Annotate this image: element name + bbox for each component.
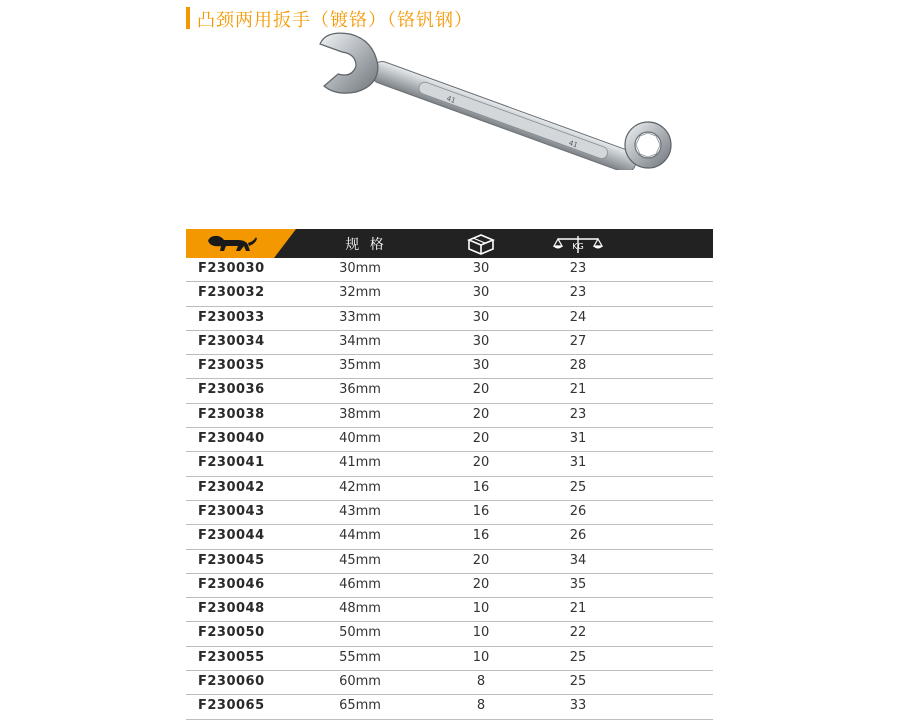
cell-code: F230038 <box>198 406 265 422</box>
cell-size: 35mm <box>339 358 381 374</box>
cell-weight: 21 <box>569 601 587 617</box>
cell-size: 41mm <box>339 455 381 471</box>
table-row <box>186 525 713 549</box>
cell-code: F230044 <box>198 528 265 544</box>
cell-weight: 27 <box>569 333 587 349</box>
cell-size: 40mm <box>339 431 381 447</box>
table-row <box>186 307 713 331</box>
table-header <box>186 229 713 258</box>
cell-qty: 30 <box>472 309 490 325</box>
cell-code: F230065 <box>198 698 265 714</box>
cell-qty: 20 <box>472 382 490 398</box>
cell-qty: 20 <box>472 455 490 471</box>
table-row <box>186 452 713 476</box>
cell-code: F230060 <box>198 674 265 690</box>
cell-weight: 23 <box>569 261 587 276</box>
cell-size: 36mm <box>339 382 381 398</box>
column-header-weight <box>552 229 604 258</box>
table-row <box>186 574 713 598</box>
table-row <box>186 550 713 574</box>
cell-qty: 30 <box>472 333 490 349</box>
cell-size: 50mm <box>339 625 381 641</box>
table-row <box>186 477 713 501</box>
cell-qty: 16 <box>472 479 490 495</box>
cell-weight: 24 <box>569 309 587 325</box>
cell-code: F230046 <box>198 576 265 592</box>
header-logo-badge <box>186 229 296 258</box>
cell-code: F230030 <box>198 261 265 276</box>
cell-qty: 16 <box>472 528 490 544</box>
cell-qty: 20 <box>472 576 490 592</box>
cell-qty: 10 <box>472 601 490 617</box>
cell-weight: 23 <box>569 285 587 301</box>
cell-code: F230050 <box>198 625 265 641</box>
cell-size: 45mm <box>339 552 381 568</box>
cell-qty: 30 <box>472 285 490 301</box>
cell-size: 30mm <box>339 261 381 276</box>
cell-size: 55mm <box>339 649 381 665</box>
table-row <box>186 428 713 452</box>
table-row <box>186 598 713 622</box>
title-accent-bar <box>186 7 190 29</box>
wrench-stamp-a: 41 <box>445 94 457 106</box>
cell-weight: 33 <box>569 698 587 714</box>
cell-code: F230043 <box>198 503 265 519</box>
cell-size: 34mm <box>339 333 381 349</box>
cell-weight: 35 <box>569 576 587 592</box>
cell-code: F230033 <box>198 309 265 325</box>
cell-weight: 25 <box>569 649 587 665</box>
cell-size: 65mm <box>339 698 381 714</box>
cell-qty: 30 <box>472 358 490 374</box>
cell-code: F230032 <box>198 285 265 301</box>
cell-qty: 10 <box>472 625 490 641</box>
wrench-stamp-b: 41 <box>567 139 579 150</box>
page-title: 凸颈两用扳手（镀铬）（铬钒钢） <box>197 10 473 31</box>
cell-qty: 20 <box>472 552 490 568</box>
column-header-box <box>464 229 498 258</box>
cell-size: 46mm <box>339 576 381 592</box>
table-row <box>186 404 713 428</box>
cell-qty: 10 <box>472 649 490 665</box>
cell-code: F230034 <box>198 333 265 349</box>
cell-weight: 26 <box>569 528 587 544</box>
cell-weight: 22 <box>569 625 587 641</box>
cell-size: 42mm <box>339 479 381 495</box>
spec-table <box>186 229 713 720</box>
table-row <box>186 258 713 282</box>
cell-qty: 30 <box>472 261 490 276</box>
cell-size: 33mm <box>339 309 381 325</box>
cell-size: 38mm <box>339 406 381 422</box>
cell-qty: 8 <box>476 698 486 714</box>
cell-weight: 31 <box>569 455 587 471</box>
combination-wrench-image <box>312 30 682 170</box>
weight-unit-label: KG <box>572 241 584 251</box>
table-row <box>186 331 713 355</box>
column-header-spec: 规 格 <box>345 236 387 253</box>
cell-code: F230041 <box>198 455 265 471</box>
table-row <box>186 501 713 525</box>
table-row <box>186 647 713 671</box>
cell-code: F230040 <box>198 431 265 447</box>
cell-qty: 20 <box>472 406 490 422</box>
cell-code: F230036 <box>198 382 265 398</box>
table-row <box>186 282 713 306</box>
box-icon <box>467 233 495 255</box>
cell-size: 44mm <box>339 528 381 544</box>
cell-qty: 16 <box>472 503 490 519</box>
table-row <box>186 379 713 403</box>
table-row <box>186 622 713 646</box>
scale-icon <box>552 233 604 255</box>
cell-weight: 31 <box>569 431 587 447</box>
cell-code: F230055 <box>198 649 265 665</box>
cell-weight: 23 <box>569 406 587 422</box>
cell-weight: 25 <box>569 479 587 495</box>
cell-size: 60mm <box>339 674 381 690</box>
cell-qty: 20 <box>472 431 490 447</box>
cell-code: F230035 <box>198 358 265 374</box>
cell-weight: 26 <box>569 503 587 519</box>
cell-qty: 8 <box>476 674 486 690</box>
cell-size: 43mm <box>339 503 381 519</box>
cell-weight: 28 <box>569 358 587 374</box>
cell-code: F230045 <box>198 552 265 568</box>
cell-weight: 25 <box>569 674 587 690</box>
table-row <box>186 671 713 695</box>
cell-weight: 34 <box>569 552 587 568</box>
table-row <box>186 355 713 379</box>
table-row <box>186 695 713 719</box>
cell-code: F230042 <box>198 479 265 495</box>
cell-size: 48mm <box>339 601 381 617</box>
cell-code: F230048 <box>198 601 265 617</box>
cell-weight: 21 <box>569 382 587 398</box>
table-body <box>186 258 713 720</box>
cell-size: 32mm <box>339 285 381 301</box>
